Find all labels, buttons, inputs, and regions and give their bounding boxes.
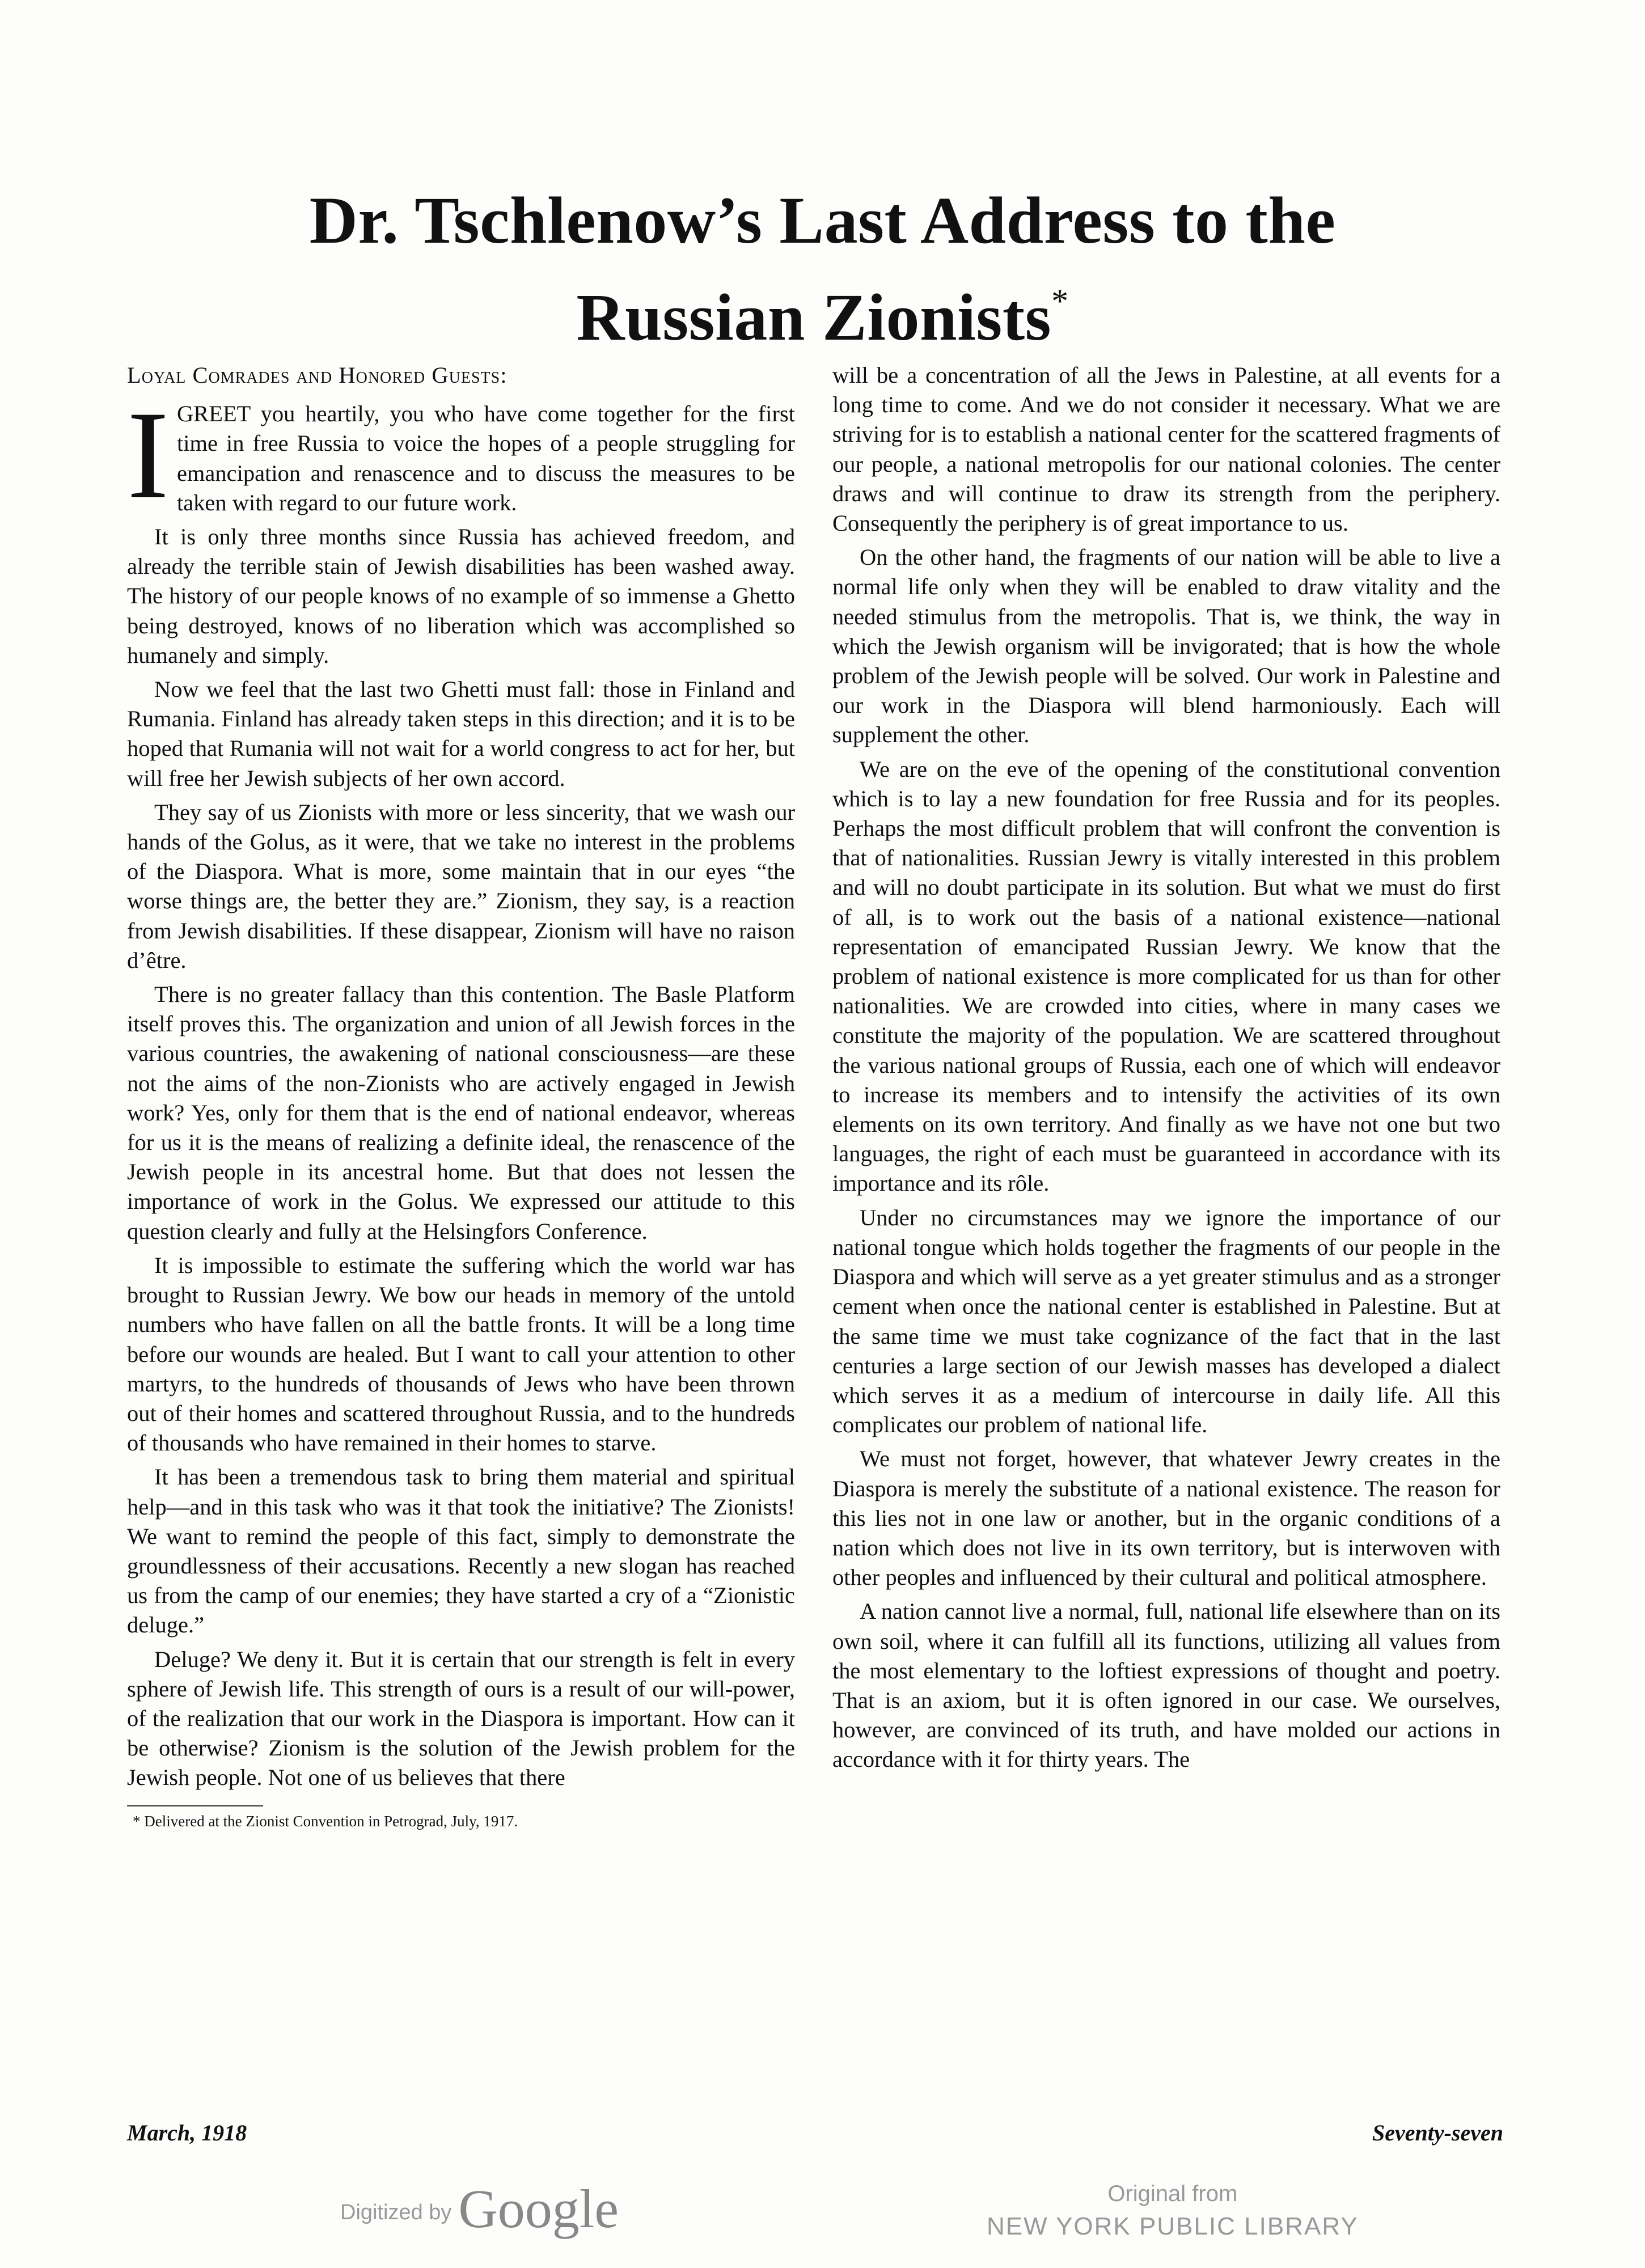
paragraph: GREET you heartily, you who have come together for the first time in free Russia to voice the hopes of a people struggling for emancipation and renascence and to discuss the measures to be taken with regard to our future work.	[176, 401, 795, 515]
library-watermark	[987, 2177, 1359, 2243]
paragraph: We are on the eve of the opening of the constitutional convention which is to lay a new foundation for free Russia and for its peoples. Perhaps the most difficult problem that will confront the convention is that of nationalities. Russian Jewry is vitally interested in this problem and will no doubt participate in its solution. But what we must do first of all, is to work out the basis of a national existence—national representation of emancipated Russian Jewry. We know that the problem of national existence is more complicated for us than for other nationalities. We are crowded into cities, where in many cases we constitute the majority of the population. We are scattered throughout the various national groups of Russia, each one of which will endeavor to increase its members and to intensify the activities of its own elements on its own territory. And finally as we have not one but two languages, the right of each must be guaranteed in accordance with its importance and its rôle.	[832, 756, 1500, 1196]
issue-date: March, 1918	[127, 2120, 247, 2146]
google-logo: Google	[458, 2178, 619, 2239]
title-footnote-mark: *	[1051, 282, 1069, 320]
paragraph: On the other hand, the fragments of our nation will be able to live a normal life only when they will be enabled to draw vitality and the needed stimulus from the metropolis. That is, we think, the way in which the Jewish organism will be invigorated; that is how the whole problem of the Jewish people will be solved. Our work in Palestine and our work in the Diaspora will blend harmoniously. Each will supplement the other.	[832, 544, 1500, 748]
drop-cap: I	[127, 386, 169, 526]
salutation: Loyal Comrades and Honored Guests:	[127, 362, 508, 388]
footnote: * Delivered at the Zionist Convention in Petrograd, July, 1917.	[133, 1812, 518, 1830]
paragraph: Deluge? We deny it. But it is certain that our strength is felt in every sphere of Jewish life. This strength of ours is a result of our will-power, of the realization that our work in the Diaspora is important. How can it be otherwise? Zionism is the solution of the Jewish problem for the Jewish people. Not one of us believes that there	[127, 1646, 795, 1791]
original-from-label: Original from	[1107, 2181, 1238, 2206]
article-title	[113, 180, 1532, 358]
right-column	[832, 361, 1500, 1775]
digitized-by-label: Digitized by	[340, 2201, 452, 2224]
paragraph: Now we feel that the last two Ghetti must fall: those in Finland and Rumania. Finland has already taken steps in this direction; and it is to be hoped that Rumania will not wait for a world congress to act for her, but will free her Jewish subjects of her own accord.	[127, 676, 795, 791]
title-line-2: Russian Zionists	[576, 280, 1052, 354]
page-number: Seventy-seven	[1372, 2120, 1503, 2146]
paragraph: will be a concentration of all the Jews in Palestine, at all events for a long time to come. And we do not consider it necessary. What we are striving for is to establish a national center for the scattered fragments of our people, a national metropolis for our national colonies. The center draws and will continue to draw its strength from the periphery. Consequently the periphery is of great importance to us.	[832, 362, 1500, 536]
title-line-1: Dr. Tschlenow’s Last Address to the	[309, 183, 1336, 257]
paragraph: There is no greater fallacy than this contention. The Basle Platform itself proves this. The organization and union of all Jewish forces in the various countries, the awakening of national consciousness—are these not the aims of the non-Zionists who are actively engaged in Jewish work? Yes, only for them that is the end of national endeavor, whereas for us it is the means of realizing a definite ideal, the renascence of the Jewish people in its ancestral home. But that does not lessen the importance of work in the Golus. We expressed our attitude to this question clearly and fully at the Helsingfors Conference.	[127, 981, 795, 1244]
paragraph: A nation cannot live a normal, full, national life elsewhere than on its own soil, where it can fulfill all its functions, utilizing all values from the most elementary to the loftiest expressions of thought and poetry. That is an axiom, but it is often ignored in our case. We ourselves, however, are convinced of its truth, and have molded our actions in accordance with it for thirty years. The	[832, 1598, 1500, 1772]
paragraph: It has been a tremendous task to bring them material and spiritual help—and in this task who was it that took the initiative? The Zionists! We want to remind the people of this fact, simply to demonstrate the groundlessness of their accusations. Recently a new slogan has reached us from the camp of our enemies; they have started a cry of a “Zionistic deluge.”	[127, 1464, 795, 1638]
paragraph: They say of us Zionists with more or less sincerity, that we wash our hands of the Golus, as it were, that we take no interest in the problems of the Diaspora. What is more, some maintain that in our eyes “the worse things are, the better they are.” Zionism, they say, is a reaction from Jewish disabilities. If these disappear, Zionism will have no raison d’être.	[127, 799, 795, 973]
paragraph: It is only three months since Russia has achieved freedom, and already the terrible stain of Jewish disabilities has been washed away. The history of our people knows of no example of so immense a Ghetto being destroyed, knows of no liberation which was accomplished so humanely and simply.	[127, 524, 795, 668]
footnote-divider	[127, 1805, 263, 1806]
library-name: NEW YORK PUBLIC LIBRARY	[987, 2212, 1359, 2240]
paragraph: It is impossible to estimate the suffering which the world war has brought to Russian Jewry. We bow our heads in memory of the untold numbers who have fallen on all the battle fronts. It will be a long time before our wounds are healed. But I want to call your attention to other martyrs, to the hundreds of thousands of Jews who have been thrown out of their homes and scattered throughout Russia, and to the hundreds of thousands who have remained in their homes to starve.	[127, 1252, 795, 1456]
paragraph: Under no circumstances may we ignore the importance of our national tongue which holds together the fragments of our people in the Diaspora and which will serve as a yet greater stimulus and as a stronger cement when once the national center is established in Palestine. But at the same time we must take cognizance of the fact that in the last centuries a large section of our Jewish masses has developed a dialect which serves it as a medium of intercourse in daily life. All this complicates our problem of national life.	[832, 1204, 1500, 1438]
paragraph: We must not forget, however, that whatever Jewry creates in the Diaspora is merely the substitute of a national existence. The reason for this lies not in one law or another, but in the organic conditions of a nation which does not live in its own territory, but is interwoven with other peoples and influenced by their cultural and political atmosphere.	[832, 1446, 1500, 1590]
digitized-by-watermark	[340, 2177, 619, 2240]
left-column	[127, 361, 795, 1831]
